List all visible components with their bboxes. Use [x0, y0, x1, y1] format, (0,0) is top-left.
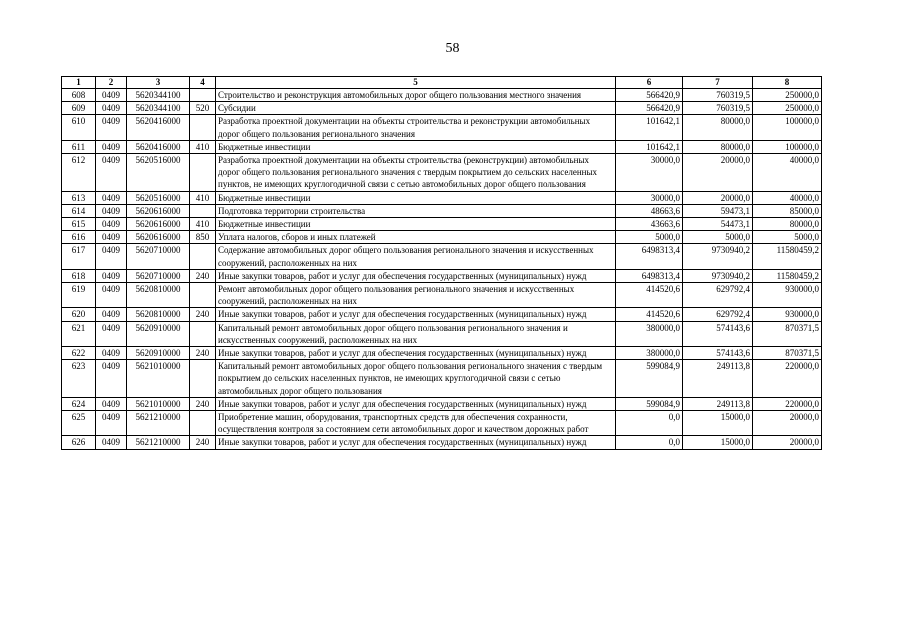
amount-cell: 48663,6: [616, 204, 683, 217]
amount-cell: 0,0: [616, 411, 683, 436]
expense-type-cell: [190, 204, 216, 217]
row-number-cell: 608: [62, 89, 96, 102]
table-row: [62, 231, 822, 244]
amount-cell: 100000,0: [753, 140, 822, 153]
target-article-cell: 5620810000: [127, 308, 190, 321]
section-code-cell: 0409: [96, 411, 127, 436]
expense-type-cell: 410: [190, 218, 216, 231]
amount-cell: 100000,0: [753, 115, 822, 140]
row-number-cell: 611: [62, 140, 96, 153]
expense-type-cell: [190, 411, 216, 436]
amount-cell: 15000,0: [683, 411, 753, 436]
description-cell: Иные закупки товаров, работ и услуг для обеспечения государственных (муниципальных) нужд: [216, 308, 616, 321]
row-number-cell: 614: [62, 204, 96, 217]
header-cell: 2: [96, 77, 127, 89]
expense-type-cell: [190, 115, 216, 140]
section-code-cell: 0409: [96, 191, 127, 204]
target-article-cell: 5621010000: [127, 360, 190, 398]
section-code-cell: 0409: [96, 89, 127, 102]
amount-cell: 599084,9: [616, 397, 683, 410]
header-cell: 3: [127, 77, 190, 89]
table-row: [62, 397, 822, 410]
amount-cell: 101642,1: [616, 140, 683, 153]
amount-cell: 59473,1: [683, 204, 753, 217]
target-article-cell: 5620344100: [127, 89, 190, 102]
amount-cell: 9730940,2: [683, 269, 753, 282]
target-article-cell: 5621210000: [127, 436, 190, 449]
section-code-cell: 0409: [96, 397, 127, 410]
amount-cell: 220000,0: [753, 360, 822, 398]
expense-type-cell: 240: [190, 397, 216, 410]
amount-cell: 54473,1: [683, 218, 753, 231]
amount-cell: 43663,6: [616, 218, 683, 231]
amount-cell: 250000,0: [753, 102, 822, 115]
header-cell: 6: [616, 77, 683, 89]
row-number-cell: 615: [62, 218, 96, 231]
row-number-cell: 626: [62, 436, 96, 449]
amount-cell: 566420,9: [616, 89, 683, 102]
description-cell: Капитальный ремонт автомобильных дорог общего пользования регионального значения и искусственных сооружений, расположенных на них: [216, 321, 616, 346]
row-number-cell: 616: [62, 231, 96, 244]
table-row: [62, 191, 822, 204]
header-cell: 4: [190, 77, 216, 89]
section-code-cell: 0409: [96, 283, 127, 308]
target-article-cell: 5620710000: [127, 244, 190, 269]
table-row: [62, 89, 822, 102]
target-article-cell: 5620616000: [127, 231, 190, 244]
expense-type-cell: 850: [190, 231, 216, 244]
description-cell: Разработка проектной документации на объекты строительства (реконструкции) автомобильных дорог общего пользования регионального значения с твердым покрытием до сельских населенных пунктов, не имеющих круглогодичной связи с сетью автомобильных дорог общего пользования: [216, 154, 616, 192]
amount-cell: 101642,1: [616, 115, 683, 140]
target-article-cell: 5620910000: [127, 321, 190, 346]
amount-cell: 414520,6: [616, 283, 683, 308]
row-number-cell: 621: [62, 321, 96, 346]
row-number-cell: 612: [62, 154, 96, 192]
amount-cell: 80000,0: [683, 115, 753, 140]
section-code-cell: 0409: [96, 436, 127, 449]
amount-cell: 5000,0: [683, 231, 753, 244]
expense-type-cell: [190, 89, 216, 102]
description-cell: Ремонт автомобильных дорог общего пользования регионального значения и искусственных сооружений, расположенных на них: [216, 283, 616, 308]
row-number-cell: 623: [62, 360, 96, 398]
table-row: [62, 411, 822, 436]
description-cell: Иные закупки товаров, работ и услуг для обеспечения государственных (муниципальных) нужд: [216, 347, 616, 360]
section-code-cell: 0409: [96, 218, 127, 231]
section-code-cell: 0409: [96, 115, 127, 140]
table-row: [62, 115, 822, 140]
row-number-cell: 618: [62, 269, 96, 282]
target-article-cell: 5620810000: [127, 283, 190, 308]
table-row: [62, 308, 822, 321]
page-number: 58: [445, 41, 460, 56]
amount-cell: 930000,0: [753, 308, 822, 321]
row-number-cell: 620: [62, 308, 96, 321]
row-number-cell: 609: [62, 102, 96, 115]
expense-type-cell: 520: [190, 102, 216, 115]
amount-cell: 30000,0: [616, 191, 683, 204]
target-article-cell: 5620516000: [127, 154, 190, 192]
amount-cell: 20000,0: [683, 191, 753, 204]
amount-cell: 11580459,2: [753, 244, 822, 269]
expense-type-cell: 240: [190, 347, 216, 360]
expense-type-cell: [190, 283, 216, 308]
amount-cell: 414520,6: [616, 308, 683, 321]
row-number-cell: 613: [62, 191, 96, 204]
row-number-cell: 622: [62, 347, 96, 360]
section-code-cell: 0409: [96, 321, 127, 346]
amount-cell: 220000,0: [753, 397, 822, 410]
target-article-cell: 5620416000: [127, 140, 190, 153]
amount-cell: 629792,4: [683, 283, 753, 308]
description-cell: Субсидии: [216, 102, 616, 115]
table-row: [62, 347, 822, 360]
amount-cell: 249113,8: [683, 397, 753, 410]
amount-cell: 20000,0: [683, 154, 753, 192]
amount-cell: 6498313,4: [616, 269, 683, 282]
amount-cell: 11580459,2: [753, 269, 822, 282]
description-cell: Содержание автомобильных дорог общего пользования регионального значения и искусственных сооружений, расположенных на них: [216, 244, 616, 269]
amount-cell: 6498313,4: [616, 244, 683, 269]
table-row: [62, 321, 822, 346]
section-code-cell: 0409: [96, 244, 127, 269]
expense-type-cell: [190, 360, 216, 398]
target-article-cell: 5620710000: [127, 269, 190, 282]
amount-cell: 629792,4: [683, 308, 753, 321]
target-article-cell: 5621010000: [127, 397, 190, 410]
amount-cell: 0,0: [616, 436, 683, 449]
header-cell: 8: [753, 77, 822, 89]
section-code-cell: 0409: [96, 347, 127, 360]
description-cell: Иные закупки товаров, работ и услуг для обеспечения государственных (муниципальных) нужд: [216, 436, 616, 449]
section-code-cell: 0409: [96, 308, 127, 321]
amount-cell: 930000,0: [753, 283, 822, 308]
table-row: [62, 360, 822, 398]
section-code-cell: 0409: [96, 140, 127, 153]
section-code-cell: 0409: [96, 231, 127, 244]
expense-type-cell: 240: [190, 436, 216, 449]
amount-cell: 5000,0: [753, 231, 822, 244]
amount-cell: 574143,6: [683, 347, 753, 360]
amount-cell: 250000,0: [753, 89, 822, 102]
description-cell: Приобретение машин, оборудования, транспортных средств для обеспечения сохранности, осуществления контроля за состоянием сети автомобильных дорог и качеством дорожных работ: [216, 411, 616, 436]
description-cell: Иные закупки товаров, работ и услуг для обеспечения государственных (муниципальных) нужд: [216, 269, 616, 282]
amount-cell: 760319,5: [683, 89, 753, 102]
amount-cell: 80000,0: [683, 140, 753, 153]
description-cell: Иные закупки товаров, работ и услуг для обеспечения государственных (муниципальных) нужд: [216, 397, 616, 410]
target-article-cell: 5620516000: [127, 191, 190, 204]
amount-cell: 380000,0: [616, 347, 683, 360]
amount-cell: 40000,0: [753, 154, 822, 192]
amount-cell: 80000,0: [753, 218, 822, 231]
table-row: [62, 204, 822, 217]
amount-cell: 9730940,2: [683, 244, 753, 269]
expense-type-cell: 410: [190, 191, 216, 204]
row-number-cell: 625: [62, 411, 96, 436]
target-article-cell: 5620910000: [127, 347, 190, 360]
target-article-cell: 5620416000: [127, 115, 190, 140]
amount-cell: 870371,5: [753, 321, 822, 346]
table-row: [62, 154, 822, 192]
section-code-cell: 0409: [96, 269, 127, 282]
amount-cell: 870371,5: [753, 347, 822, 360]
amount-cell: 5000,0: [616, 231, 683, 244]
table-row: [62, 244, 822, 269]
header-cell: 1: [62, 77, 96, 89]
amount-cell: 566420,9: [616, 102, 683, 115]
description-cell: Строительство и реконструкция автомобильных дорог общего пользования местного значения: [216, 89, 616, 102]
section-code-cell: 0409: [96, 102, 127, 115]
row-number-cell: 624: [62, 397, 96, 410]
amount-cell: 574143,6: [683, 321, 753, 346]
target-article-cell: 5620616000: [127, 218, 190, 231]
description-cell: Бюджетные инвестиции: [216, 140, 616, 153]
expense-type-cell: 410: [190, 140, 216, 153]
table-row: [62, 436, 822, 449]
target-article-cell: 5620344100: [127, 102, 190, 115]
amount-cell: 40000,0: [753, 191, 822, 204]
description-cell: Капитальный ремонт автомобильных дорог общего пользования регионального значения с твердым покрытием до сельских населенных пунктов, не имеющих круглогодичной связи с сетью автомобильных дорог общего пользования: [216, 360, 616, 398]
section-code-cell: 0409: [96, 204, 127, 217]
description-cell: Бюджетные инвестиции: [216, 218, 616, 231]
amount-cell: 249113,8: [683, 360, 753, 398]
amount-cell: 15000,0: [683, 436, 753, 449]
target-article-cell: 5620616000: [127, 204, 190, 217]
amount-cell: 30000,0: [616, 154, 683, 192]
description-cell: Бюджетные инвестиции: [216, 191, 616, 204]
description-cell: Подготовка территории строительства: [216, 204, 616, 217]
amount-cell: 599084,9: [616, 360, 683, 398]
expense-type-cell: 240: [190, 269, 216, 282]
row-number-cell: 610: [62, 115, 96, 140]
header-cell: 7: [683, 77, 753, 89]
row-number-cell: 617: [62, 244, 96, 269]
table-row: [62, 283, 822, 308]
table-row: [62, 102, 822, 115]
amount-cell: 20000,0: [753, 411, 822, 436]
table-header-row: [62, 77, 822, 89]
amount-cell: 20000,0: [753, 436, 822, 449]
description-cell: Разработка проектной документации на объекты строительства и реконструкции автомобильных дорог общего пользования регионального значения: [216, 115, 616, 140]
table-row: [62, 218, 822, 231]
table-row: [62, 140, 822, 153]
row-number-cell: 619: [62, 283, 96, 308]
section-code-cell: 0409: [96, 154, 127, 192]
amount-cell: 380000,0: [616, 321, 683, 346]
table-row: [62, 269, 822, 282]
amount-cell: 760319,5: [683, 102, 753, 115]
expense-type-cell: 240: [190, 308, 216, 321]
amount-cell: 85000,0: [753, 204, 822, 217]
section-code-cell: 0409: [96, 360, 127, 398]
expense-type-cell: [190, 244, 216, 269]
target-article-cell: 5621210000: [127, 411, 190, 436]
description-cell: Уплата налогов, сборов и иных платежей: [216, 231, 616, 244]
budget-table: [61, 76, 822, 450]
expense-type-cell: [190, 154, 216, 192]
expense-type-cell: [190, 321, 216, 346]
header-cell: 5: [216, 77, 616, 89]
